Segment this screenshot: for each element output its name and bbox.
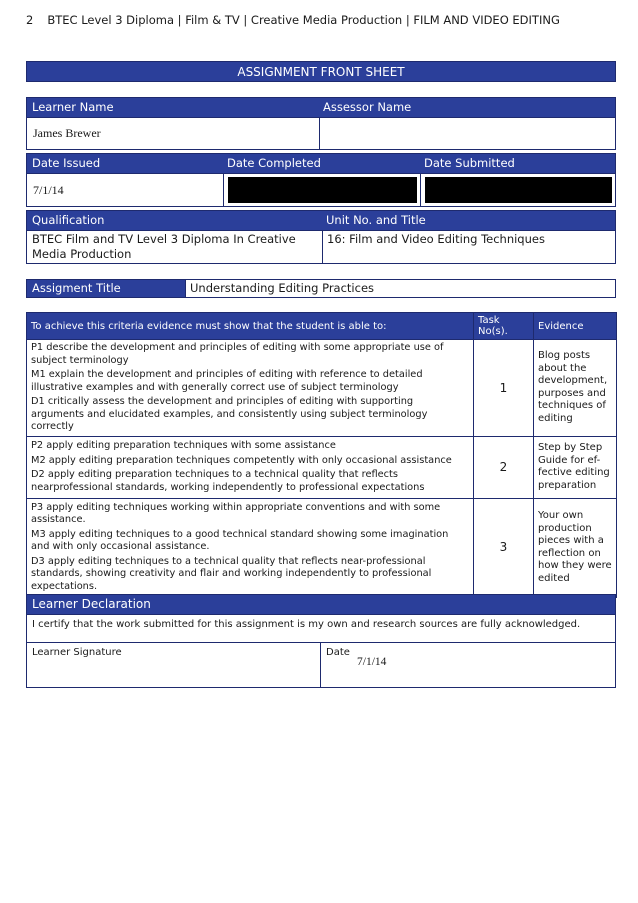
evidence-cell: Step by Step Guide for ef-fective editing preparation xyxy=(534,436,617,498)
front-sheet-title: ASSIGNMENT FRONT SHEET xyxy=(26,61,616,82)
learner-name-label: Learner Name xyxy=(32,100,114,114)
header-text: BTEC Level 3 Diploma | Film & TV | Creative Media Production | FILM AND VIDEO EDITING xyxy=(47,13,560,27)
date-issued-label: Date Issued xyxy=(32,156,101,170)
dates-section xyxy=(26,153,616,207)
assignment-title-section xyxy=(26,279,616,298)
date-issued-value[interactable]: 7/1/14 xyxy=(27,174,224,206)
assignment-title-value: Understanding Editing Practices xyxy=(190,281,375,295)
criterion-p1: P1 describe the development and principles of editing with some appropriate use of subject terminology xyxy=(31,342,444,366)
unit-label: Unit No. and Title xyxy=(326,213,426,227)
criterion-d3: D3 apply editing techniques to a technical quality that reflects near-professional standards, showing creativity and flair and working independently to professional expectations. xyxy=(31,555,432,592)
task-number: 1 xyxy=(474,340,534,437)
task-number: 3 xyxy=(474,498,534,597)
table-row xyxy=(27,340,617,437)
date-submitted-value[interactable] xyxy=(421,174,615,206)
criterion-m2: M2 apply editing preparation techniques competently with only occasional assistance xyxy=(31,454,452,466)
table-row xyxy=(27,498,617,597)
criterion-m3: M3 apply editing techniques to a good technical standard showing some imagination and with only occasional assistance. xyxy=(31,528,449,553)
qualification-label: Qualification xyxy=(32,213,105,227)
declaration-section xyxy=(26,594,616,688)
qualification-value: BTEC Film and TV Level 3 Diploma In Creative Media Production xyxy=(27,231,323,263)
criteria-header-row xyxy=(27,313,617,340)
table-row xyxy=(27,436,617,498)
evidence-cell: Your own production pieces with a reflection on how they were edited xyxy=(534,498,617,597)
declaration-date-value: 7/1/14 xyxy=(357,656,387,668)
page-header xyxy=(26,13,616,27)
redaction-block xyxy=(425,177,612,203)
date-submitted-label: Date Submitted xyxy=(424,156,515,170)
criteria-cell xyxy=(27,436,474,498)
criteria-header-evidence: Evidence xyxy=(534,313,617,340)
task-number: 2 xyxy=(474,436,534,498)
date-completed-value[interactable] xyxy=(224,174,421,206)
evidence-cell: Blog posts about the development, purposes and techniques of editing xyxy=(534,340,617,437)
assignment-title-label: Assigment Title xyxy=(27,280,186,297)
criterion-d2: D2 apply editing preparation techniques to a technical quality that reflects nearprofessional standards, working independently to professional expectations xyxy=(31,469,425,493)
declaration-title: Learner Declaration xyxy=(27,595,615,614)
criteria-header-text: To achieve this criteria evidence must show that the student is able to: xyxy=(27,313,474,340)
page-number: 2 xyxy=(26,13,34,27)
qualification-section xyxy=(26,210,616,264)
criteria-header-task: Task No(s). xyxy=(474,313,534,340)
learner-signature-field[interactable] xyxy=(27,643,321,687)
names-section xyxy=(26,97,616,150)
declaration-date-label: Date xyxy=(326,647,350,658)
criterion-p3: P3 apply editing techniques working within appropriate conventions and with some assistance. xyxy=(31,501,441,526)
assessor-name-value[interactable] xyxy=(320,118,615,149)
criteria-cell xyxy=(27,340,474,437)
learner-signature-label: Learner Signature xyxy=(32,647,122,658)
criterion-m1: M1 explain the development and principles of editing with reference to detailed illustrative examples and with generally correct use of subject terminology xyxy=(31,369,423,393)
assessor-name-label: Assessor Name xyxy=(323,100,412,114)
criteria-cell xyxy=(27,498,474,597)
criterion-d1: D1 critically assess the development and principles of editing with supporting arguments and elucidated examples, and consistently using subject terminology correctly xyxy=(31,396,428,432)
unit-value: 16: Film and Video Editing Techniques xyxy=(327,232,545,246)
date-completed-label: Date Completed xyxy=(227,156,321,170)
redaction-block xyxy=(228,177,417,203)
declaration-date-field[interactable] xyxy=(321,643,615,687)
criteria-table xyxy=(26,312,617,598)
learner-name-value[interactable]: James Brewer xyxy=(27,118,320,149)
declaration-statement: I certify that the work submitted for this assignment is my own and research sources are fully acknowledged. xyxy=(27,614,615,642)
criterion-p2: P2 apply editing preparation techniques with some assistance xyxy=(31,440,336,451)
